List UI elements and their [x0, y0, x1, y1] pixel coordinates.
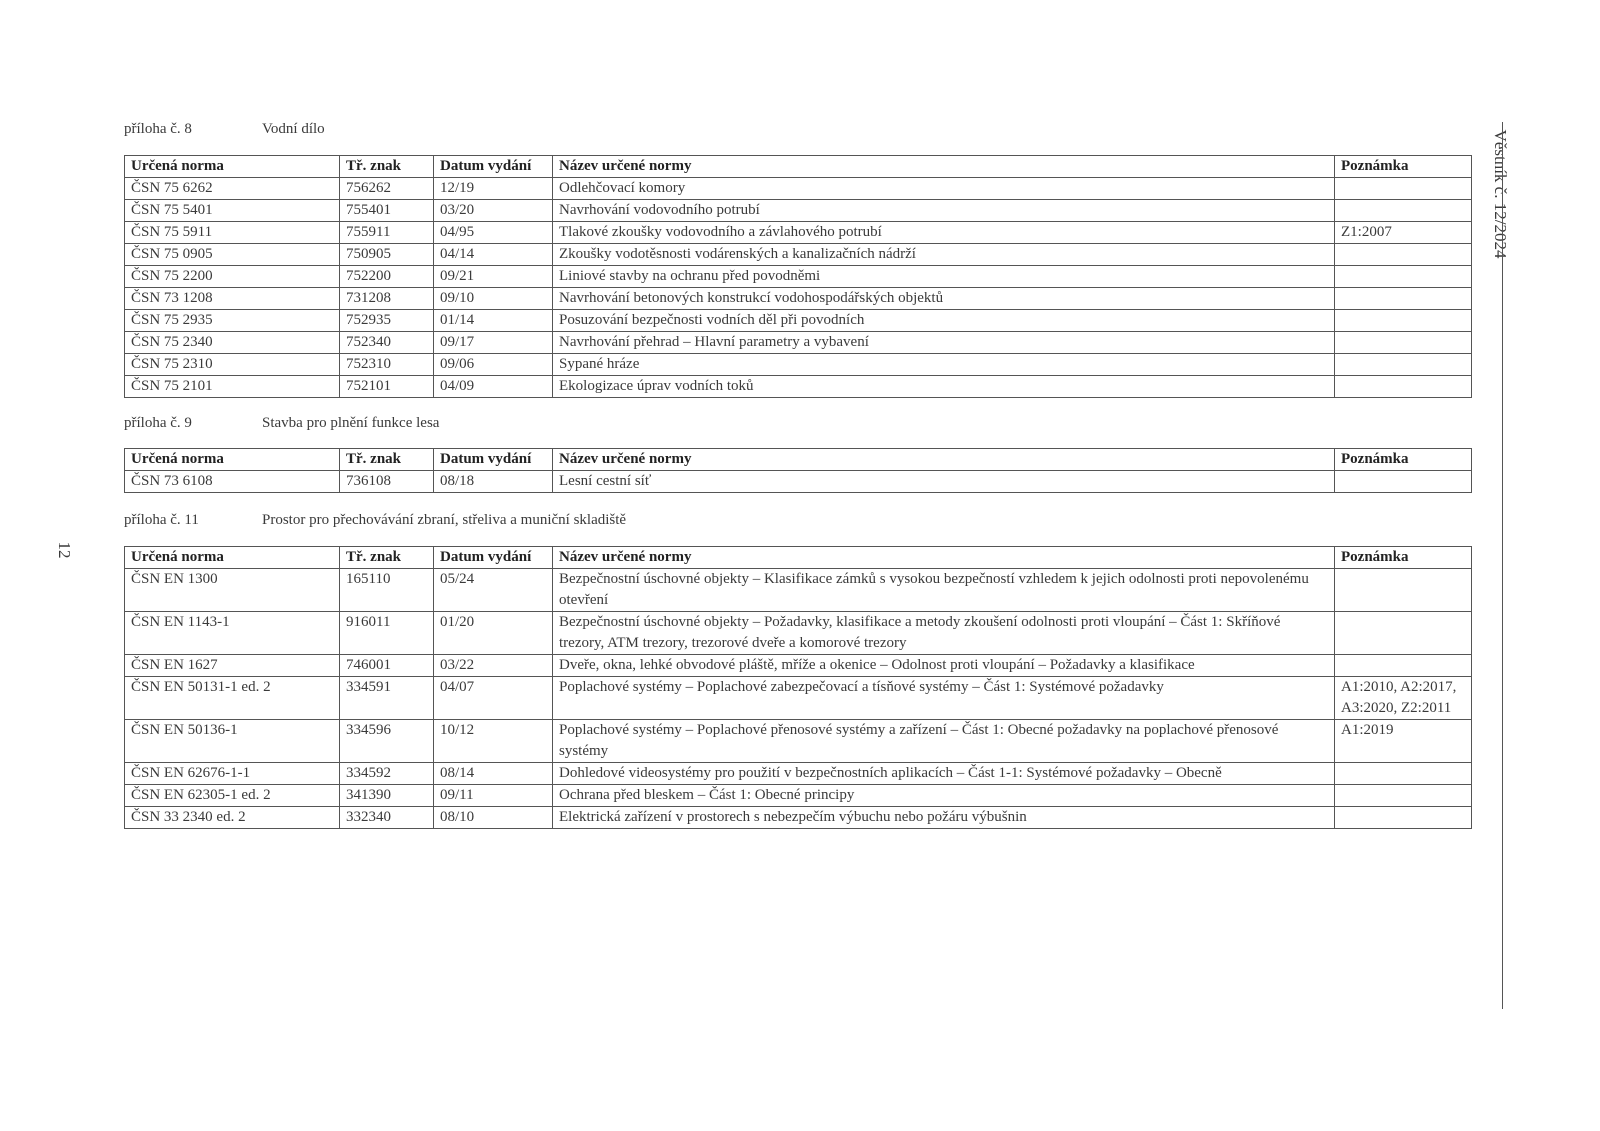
norm-title-cell: Dveře, okna, lehké obvodové pláště, mříže a okenice – Odolnost proti vloupání – Požadavky a klasifikace	[553, 655, 1335, 677]
table-row	[125, 807, 1472, 829]
table-row	[125, 655, 1472, 677]
class-code-cell: 341390	[340, 785, 434, 807]
norm-title-cell: Navrhování vodovodního potrubí	[553, 200, 1335, 222]
note-cell	[1335, 200, 1472, 222]
table-row	[125, 310, 1472, 332]
norm-title-cell: Odlehčovací komory	[553, 178, 1335, 200]
norm-title-cell: Sypané hráze	[553, 354, 1335, 376]
header-norm-title: Název určené normy	[553, 156, 1335, 178]
norm-title-cell: Bezpečnostní úschovné objekty – Požadavky, klasifikace a metody zkoušení odolnosti proti vloupání – Část 1: Skříňové trezory, ATM trezory, trezorové dveře a komorové trezory	[553, 612, 1335, 655]
issue-date-cell: 09/21	[434, 266, 553, 288]
header-issue-date: Datum vydání	[434, 156, 553, 178]
issue-date-cell: 03/22	[434, 655, 553, 677]
header-norm: Určená norma	[125, 156, 340, 178]
norm-title-cell: Navrhování betonových konstrukcí vodohospodářských objektů	[553, 288, 1335, 310]
norm-title-cell: Bezpečnostní úschovné objekty – Klasifikace zámků s vysokou bezpečností vzhledem k jejich odolnosti proti nepovolenému otevření	[553, 569, 1335, 612]
class-code-cell: 752935	[340, 310, 434, 332]
issue-date-cell: 05/24	[434, 569, 553, 612]
norm-code-cell: ČSN 33 2340 ed. 2	[125, 807, 340, 829]
norm-code-cell: ČSN 73 1208	[125, 288, 340, 310]
norm-code-cell: ČSN EN 50136-1	[125, 720, 340, 763]
table-header-row	[125, 449, 1472, 471]
issue-date-cell: 08/14	[434, 763, 553, 785]
issue-date-cell: 09/17	[434, 332, 553, 354]
class-code-cell: 916011	[340, 612, 434, 655]
table-row	[125, 200, 1472, 222]
class-code-cell: 752101	[340, 376, 434, 398]
norm-code-cell: ČSN EN 62676-1-1	[125, 763, 340, 785]
header-class-code: Tř. znak	[340, 156, 434, 178]
norm-code-cell: ČSN EN 1627	[125, 655, 340, 677]
class-code-cell: 752340	[340, 332, 434, 354]
journal-issue: Věstník č. 12/2024	[1491, 129, 1510, 259]
norm-code-cell: ČSN 75 2101	[125, 376, 340, 398]
class-code-cell: 334596	[340, 720, 434, 763]
table-row	[125, 677, 1472, 720]
page-number: 12	[55, 541, 74, 559]
issue-date-cell: 04/09	[434, 376, 553, 398]
issue-date-cell: 08/10	[434, 807, 553, 829]
class-code-cell: 165110	[340, 569, 434, 612]
norm-title-cell: Zkoušky vodotěsnosti vodárenských a kanalizačních nádrží	[553, 244, 1335, 266]
header-norm-title: Název určené normy	[553, 449, 1335, 471]
norms-table	[124, 448, 1472, 493]
header-norm: Určená norma	[125, 547, 340, 569]
note-cell	[1335, 354, 1472, 376]
note-cell	[1335, 376, 1472, 398]
norm-code-cell: ČSN 75 2200	[125, 266, 340, 288]
norm-code-cell: ČSN EN 1143-1	[125, 612, 340, 655]
issue-date-cell: 04/95	[434, 222, 553, 244]
note-cell	[1335, 471, 1472, 493]
class-code-cell: 334592	[340, 763, 434, 785]
class-code-cell: 334591	[340, 677, 434, 720]
norm-code-cell: ČSN 75 2340	[125, 332, 340, 354]
note-cell	[1335, 785, 1472, 807]
class-code-cell: 731208	[340, 288, 434, 310]
table-row	[125, 288, 1472, 310]
norm-code-cell: ČSN 75 6262	[125, 178, 340, 200]
norm-code-cell: ČSN 75 5401	[125, 200, 340, 222]
note-cell	[1335, 655, 1472, 677]
table-row	[125, 612, 1472, 655]
class-code-cell: 736108	[340, 471, 434, 493]
section-caption	[124, 415, 439, 432]
section-title: Stavba pro plnění funkce lesa	[262, 415, 440, 431]
issue-date-cell: 04/14	[434, 244, 553, 266]
section-label: příloha č. 8	[124, 121, 192, 137]
class-code-cell: 752200	[340, 266, 434, 288]
header-issue-date: Datum vydání	[434, 547, 553, 569]
class-code-cell: 332340	[340, 807, 434, 829]
note-cell	[1335, 612, 1472, 655]
table-row	[125, 720, 1472, 763]
table-row	[125, 244, 1472, 266]
margin-rule	[1502, 122, 1503, 1009]
norm-title-cell: Dohledové videosystémy pro použití v bezpečnostních aplikacích – Část 1-1: Systémové požadavky – Obecně	[553, 763, 1335, 785]
table-row	[125, 376, 1472, 398]
class-code-cell: 750905	[340, 244, 434, 266]
note-cell	[1335, 569, 1472, 612]
section-title: Prostor pro přechovávání zbraní, střeliva a muniční skladiště	[262, 512, 627, 528]
norm-title-cell: Liniové stavby na ochranu před povodněmi	[553, 266, 1335, 288]
table-row	[125, 332, 1472, 354]
header-norm-title: Název určené normy	[553, 547, 1335, 569]
note-cell: A1:2010, A2:2017, A3:2020, Z2:2011	[1335, 677, 1472, 720]
norm-code-cell: ČSN 75 0905	[125, 244, 340, 266]
section-caption	[124, 512, 626, 529]
class-code-cell: 746001	[340, 655, 434, 677]
norm-code-cell: ČSN EN 1300	[125, 569, 340, 612]
norm-code-cell: ČSN EN 50131-1 ed. 2	[125, 677, 340, 720]
issue-date-cell: 01/20	[434, 612, 553, 655]
issue-date-cell: 08/18	[434, 471, 553, 493]
section-title: Vodní dílo	[262, 121, 325, 137]
note-cell	[1335, 266, 1472, 288]
note-cell: Z1:2007	[1335, 222, 1472, 244]
class-code-cell: 752310	[340, 354, 434, 376]
table-row	[125, 471, 1472, 493]
note-cell	[1335, 244, 1472, 266]
norm-title-cell: Lesní cestní síť	[553, 471, 1335, 493]
section-label: příloha č. 11	[124, 512, 199, 528]
norm-code-cell: ČSN EN 62305-1 ed. 2	[125, 785, 340, 807]
header-issue-date: Datum vydání	[434, 449, 553, 471]
norm-title-cell: Ekologizace úprav vodních toků	[553, 376, 1335, 398]
table-row	[125, 763, 1472, 785]
norm-title-cell: Poplachové systémy – Poplachové přenosové systémy a zařízení – Část 1: Obecné požadavky na poplachové přenosové systémy	[553, 720, 1335, 763]
header-note: Poznámka	[1335, 156, 1472, 178]
note-cell: A1:2019	[1335, 720, 1472, 763]
table-row	[125, 222, 1472, 244]
norm-code-cell: ČSN 73 6108	[125, 471, 340, 493]
table-row	[125, 266, 1472, 288]
class-code-cell: 755911	[340, 222, 434, 244]
norms-table	[124, 546, 1472, 829]
issue-date-cell: 01/14	[434, 310, 553, 332]
table-row	[125, 785, 1472, 807]
norms-table	[124, 155, 1472, 398]
norm-code-cell: ČSN 75 2310	[125, 354, 340, 376]
note-cell	[1335, 178, 1472, 200]
issue-date-cell: 04/07	[434, 677, 553, 720]
note-cell	[1335, 332, 1472, 354]
norm-code-cell: ČSN 75 2935	[125, 310, 340, 332]
section-caption	[124, 121, 325, 138]
norm-title-cell: Ochrana před bleskem – Část 1: Obecné principy	[553, 785, 1335, 807]
table-row	[125, 569, 1472, 612]
note-cell	[1335, 310, 1472, 332]
norm-title-cell: Posuzování bezpečnosti vodních děl při povodních	[553, 310, 1335, 332]
table-row	[125, 354, 1472, 376]
norm-title-cell: Navrhování přehrad – Hlavní parametry a vybavení	[553, 332, 1335, 354]
norm-title-cell: Elektrická zařízení v prostorech s nebezpečím výbuchu nebo požáru výbušnin	[553, 807, 1335, 829]
note-cell	[1335, 288, 1472, 310]
issue-date-cell: 09/10	[434, 288, 553, 310]
note-cell	[1335, 763, 1472, 785]
norm-code-cell: ČSN 75 5911	[125, 222, 340, 244]
header-norm: Určená norma	[125, 449, 340, 471]
table-header-row	[125, 156, 1472, 178]
issue-date-cell: 10/12	[434, 720, 553, 763]
header-class-code: Tř. znak	[340, 449, 434, 471]
class-code-cell: 756262	[340, 178, 434, 200]
section-label: příloha č. 9	[124, 415, 192, 431]
norm-title-cell: Tlakové zkoušky vodovodního a závlahového potrubí	[553, 222, 1335, 244]
issue-date-cell: 09/06	[434, 354, 553, 376]
table-row	[125, 178, 1472, 200]
issue-date-cell: 03/20	[434, 200, 553, 222]
header-note: Poznámka	[1335, 449, 1472, 471]
header-note: Poznámka	[1335, 547, 1472, 569]
norm-title-cell: Poplachové systémy – Poplachové zabezpečovací a tísňové systémy – Část 1: Systémové požadavky	[553, 677, 1335, 720]
header-class-code: Tř. znak	[340, 547, 434, 569]
issue-date-cell: 09/11	[434, 785, 553, 807]
note-cell	[1335, 807, 1472, 829]
table-header-row	[125, 547, 1472, 569]
issue-date-cell: 12/19	[434, 178, 553, 200]
class-code-cell: 755401	[340, 200, 434, 222]
